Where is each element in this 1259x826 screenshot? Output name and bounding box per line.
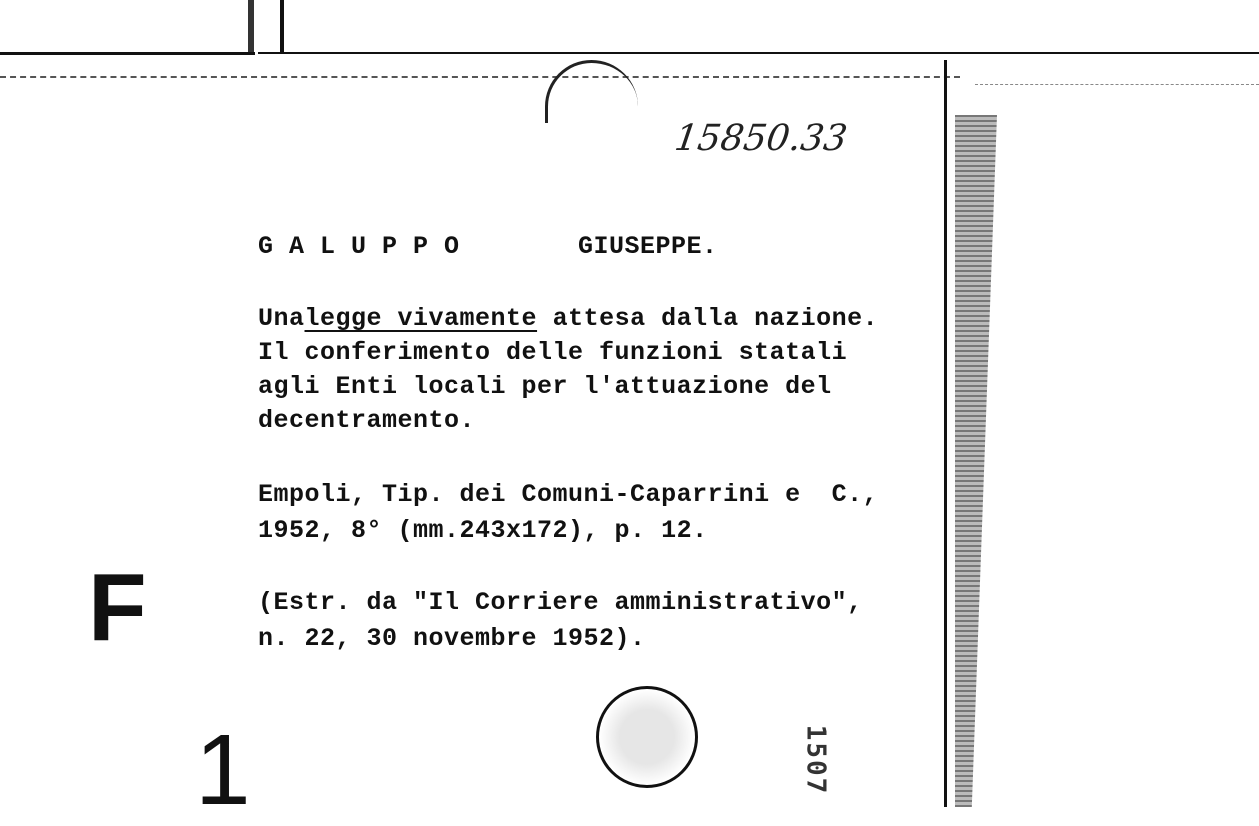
note-line-1: (Estr. da "Il Corriere amministrativo", [258, 588, 863, 617]
top-dashed-rule [0, 76, 960, 78]
title-line-1-post: attesa dalla nazione. [537, 304, 879, 333]
catalog-number: 15850.33 [672, 118, 850, 159]
note-line-2: n. 22, 30 novembre 1952). [258, 624, 646, 653]
top-left-tick-2 [248, 0, 254, 52]
round-stamp [596, 686, 698, 788]
card-right-edge [944, 60, 947, 807]
author-given-name: GIUSEPPE. [578, 232, 718, 261]
top-border-right [258, 52, 1259, 54]
stamp-number: 1507 [800, 724, 831, 796]
title-line-1-pre: Una [258, 304, 305, 333]
imprint-line-2: 1952, 8° (mm.243x172), p. 12. [258, 516, 708, 545]
title-line-3: agli Enti locali per l'attuazione del [258, 372, 832, 401]
title-line-1 [258, 302, 878, 336]
imprint-line-1: Empoli, Tip. dei Comuni-Caparrini e C., [258, 480, 879, 509]
title-line-2: Il conferimento delle funzioni statali [258, 338, 848, 367]
title-line-1-underlined: legge vivamente [304, 304, 538, 333]
title-line-4: decentramento. [258, 406, 476, 435]
punch-arc [545, 60, 638, 123]
card-right-shadow [955, 115, 997, 807]
top-border-left [0, 52, 255, 55]
author-surname: G A L U P P O [258, 232, 460, 261]
margin-letter-f: F [88, 554, 147, 661]
margin-mark-one: 1 [195, 714, 251, 826]
top-left-tick [280, 0, 284, 52]
right-dashed-rule [975, 84, 1259, 85]
